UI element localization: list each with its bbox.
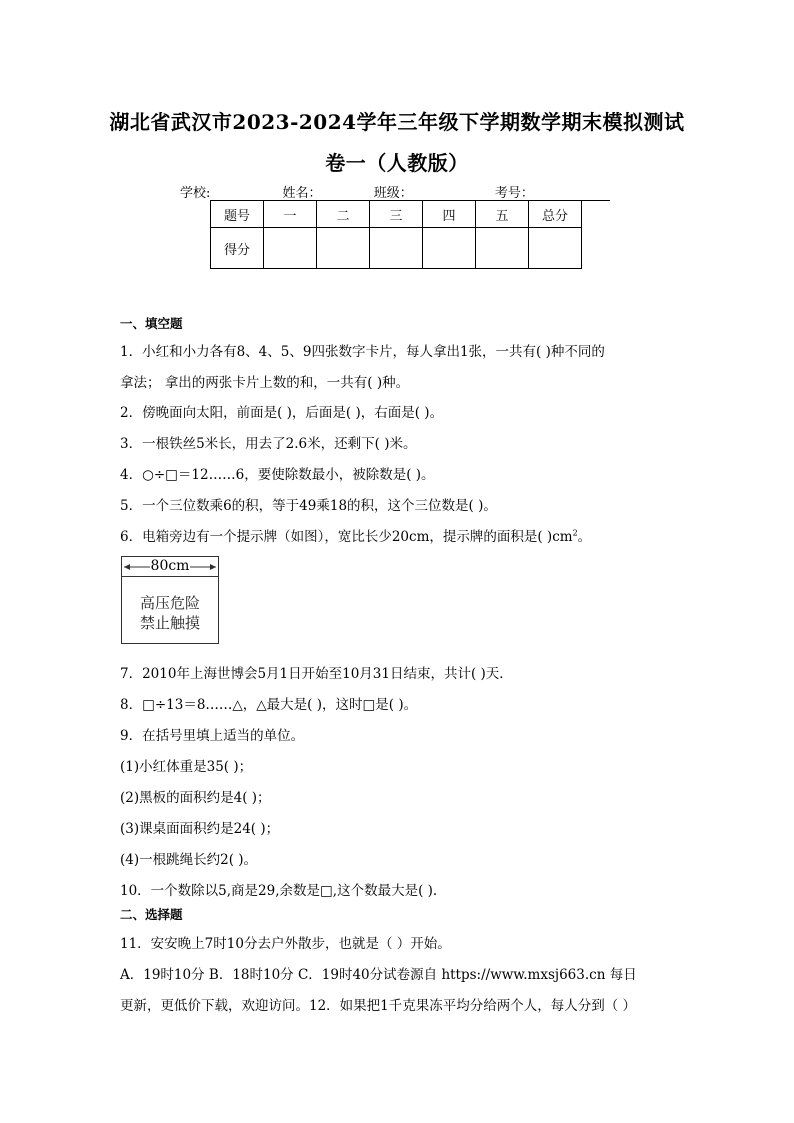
score-header-cell: 二 <box>317 201 370 228</box>
name-blank <box>322 186 368 201</box>
name-label: 姓名： <box>282 186 322 201</box>
sign-width-label: 80cm <box>150 558 190 574</box>
exam-title-line2: 卷一（人教版） <box>325 151 469 175</box>
number-blank <box>534 186 610 201</box>
number-label: 考号： <box>494 186 534 201</box>
score-header-cell: 五 <box>476 201 529 228</box>
question-9-part4: (4)一根跳绳长约2( )。 <box>120 852 258 868</box>
school-blank <box>210 186 276 201</box>
score-table <box>210 200 582 269</box>
score-table-header-row <box>211 201 582 228</box>
sign-divider <box>122 576 218 577</box>
score-cell[interactable] <box>370 228 423 269</box>
question-6-text: 6．电箱旁边有一个提示牌（如图），宽比长少20cm，提示牌的面积是( )cm <box>120 529 573 545</box>
score-header-cell: 题号 <box>211 201 264 228</box>
question-9-part1: (1)小红体重是35( )； <box>120 759 253 775</box>
question-6-superscript: 2 <box>572 528 578 538</box>
question-1-line1: 1．小红和小力各有8、4、5、9四张数字卡片，每人拿出1张，一共有( )种不同的 <box>120 344 605 360</box>
question-10: 10．一个数除以5,商是29,余数是□,这个数最大是( ). <box>120 883 438 899</box>
section-choice-title: 二、选择题 <box>120 907 183 922</box>
score-header-cell: 一 <box>264 201 317 228</box>
score-header-cell: 四 <box>423 201 476 228</box>
question-9-part2: (2)黑板的面积约是4( )； <box>120 790 271 806</box>
score-cell[interactable] <box>423 228 476 269</box>
student-info-line <box>180 182 610 201</box>
question-4: 4．○÷□＝12……6，要使除数最小，被除数是( )。 <box>120 467 435 483</box>
question-11-options: A．19时10分 B．18时10分 C．19时40分试卷源自 https://www.mxsj663.cn 每日 <box>120 967 637 983</box>
sign-text-line2: 禁止触摸 <box>139 614 200 632</box>
score-table-score-row <box>211 228 582 269</box>
school-label: 学校: <box>180 186 211 201</box>
score-cell[interactable] <box>317 228 370 269</box>
score-cell[interactable] <box>264 228 317 269</box>
score-cell[interactable] <box>529 228 582 269</box>
question-3: 3．一根铁丝5米长，用去了2.6米，还剩下( )米。 <box>120 436 417 452</box>
score-header-cell: 三 <box>370 201 423 228</box>
warning-sign-figure <box>121 556 219 644</box>
score-header-cell: 总分 <box>529 201 582 228</box>
question-11: 11．安安晚上7时10分去户外散步，也就是（ ）开始。 <box>120 936 451 952</box>
question-1-line2: 拿法； 拿出的两张卡片上数的和，一共有( )种。 <box>120 375 410 391</box>
section-fill-in-title: 一、填空题 <box>120 316 183 331</box>
question-7: 7．2010年上海世博会5月1日开始至10月31日结束，共计( )天． <box>120 666 513 682</box>
sign-text <box>122 593 218 633</box>
question-8: 8．□÷13＝8……△，△最大是( )，这时□是( )。 <box>120 697 418 713</box>
question-9: 9．在括号里填上适当的单位。 <box>120 728 305 744</box>
class-label: 班级： <box>373 186 413 201</box>
class-blank <box>413 186 489 201</box>
question-11-continuation: 更新，更低价下载，欢迎访问。12．如果把1千克果冻平均分给两个人，每人分到（ ） <box>120 998 637 1014</box>
question-6-end: 。 <box>577 529 592 545</box>
exam-title-line1: 湖北省武汉市2023-2024学年三年级下学期数学期末模拟测试 <box>109 110 685 134</box>
question-6 <box>120 525 591 545</box>
question-9-part3: (3)课桌面面积约是24( )； <box>120 821 280 837</box>
sign-text-line1: 高压危险 <box>139 594 200 612</box>
question-5: 5．一个三位数乘6的积，等于49乘18的积，这个三位数是( )。 <box>120 498 497 514</box>
score-cell[interactable] <box>476 228 529 269</box>
score-row-label: 得分 <box>211 228 264 269</box>
question-2: 2．傍晚面向太阳，前面是( )，后面是( )，右面是( )。 <box>120 405 444 421</box>
